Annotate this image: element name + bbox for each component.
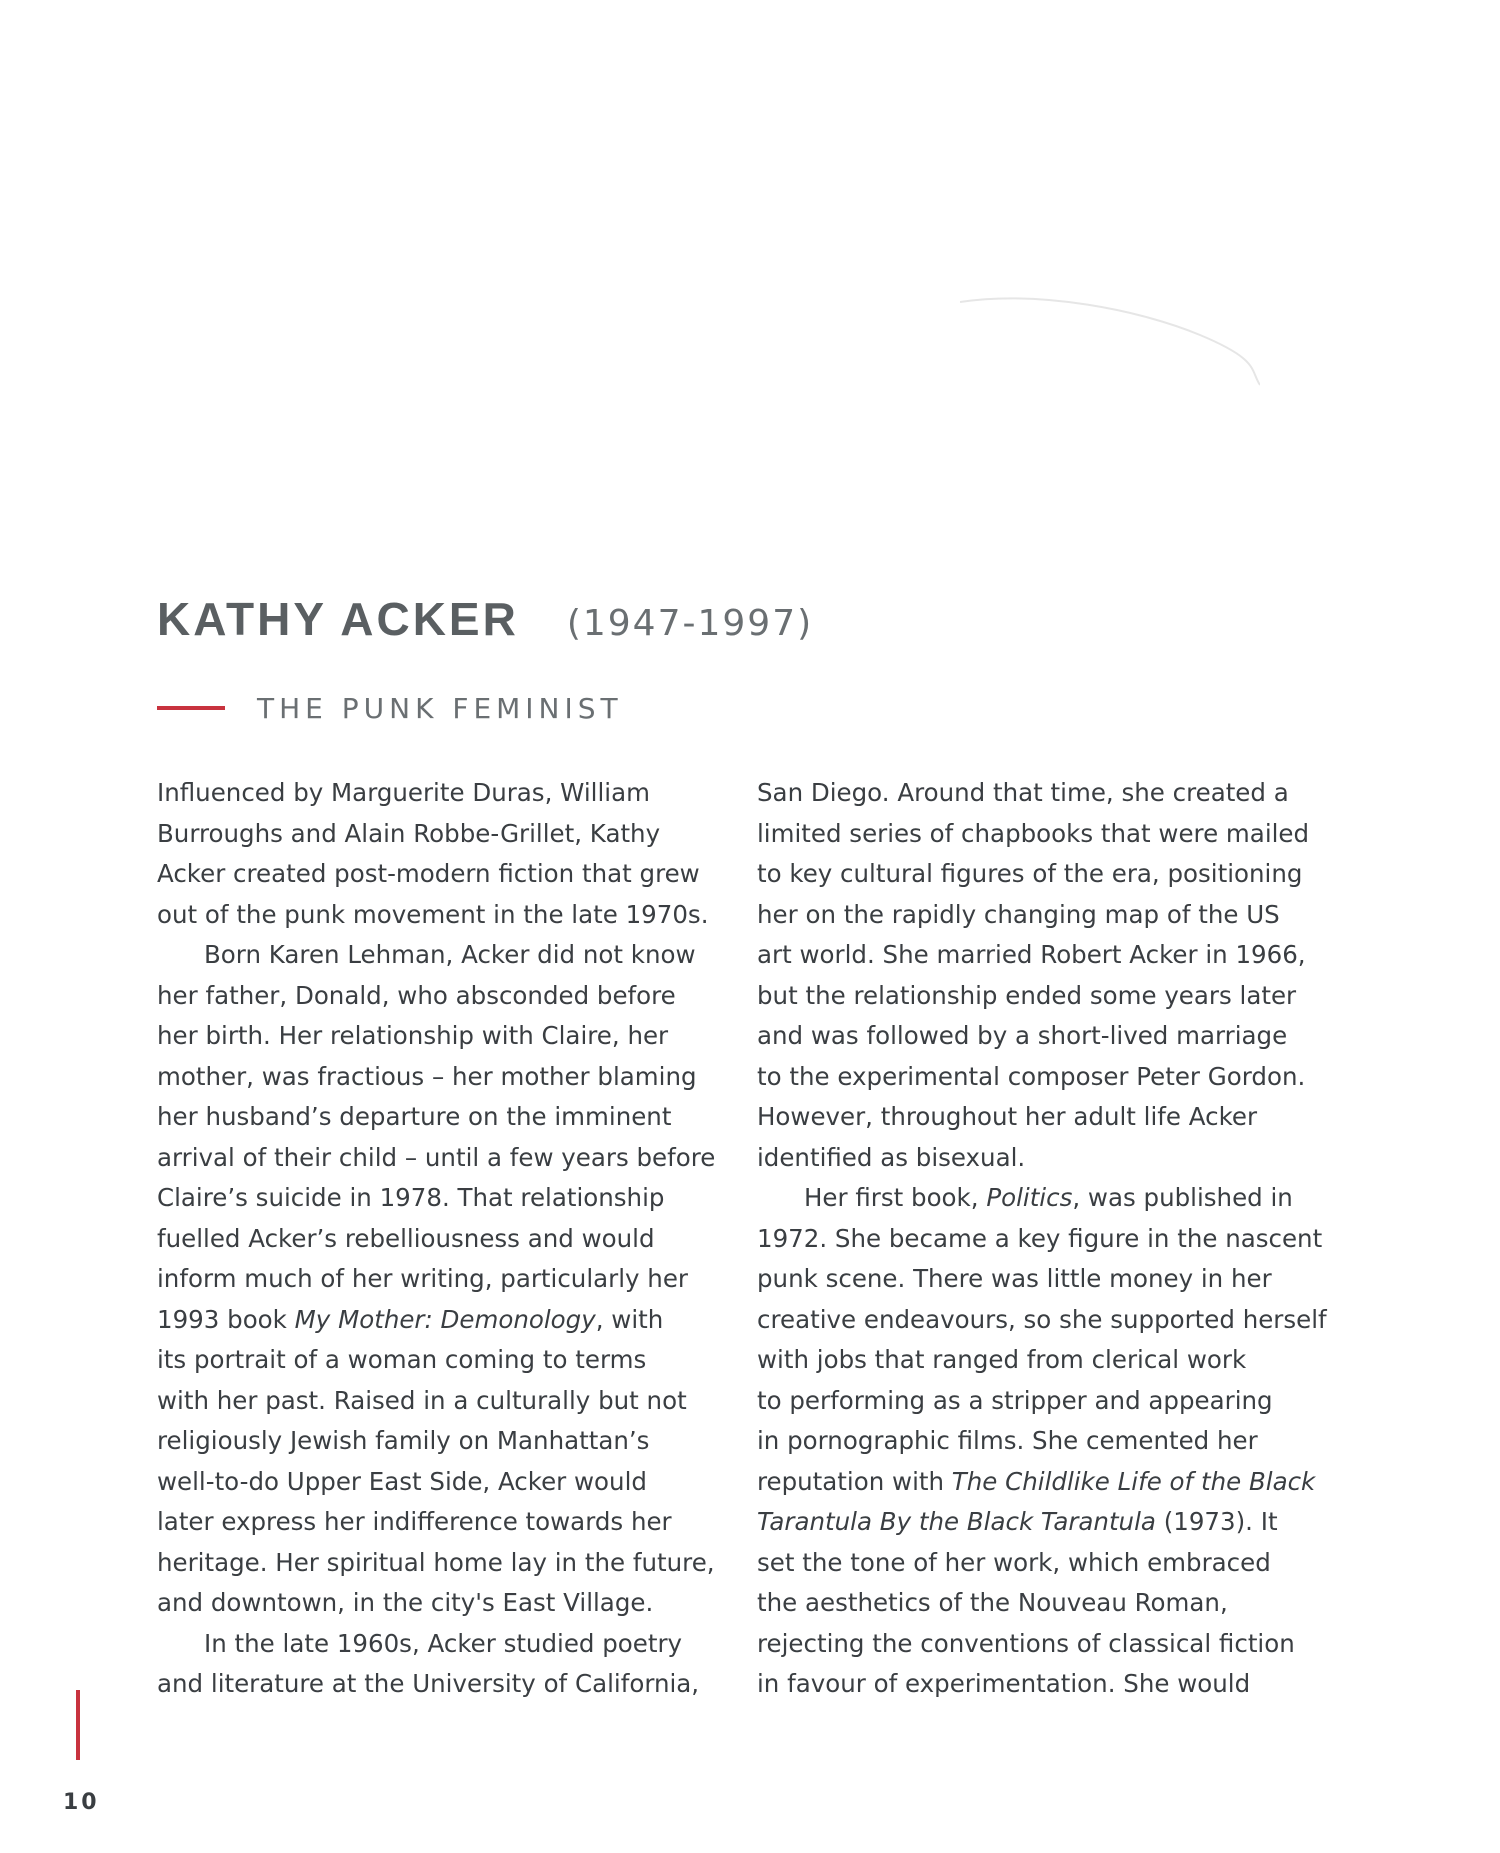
text-line: Acker created post-modern fiction that grew: [157, 859, 700, 888]
text-line: her father, Donald, who absconded before: [157, 980, 676, 1010]
author-dates: (1947-1997): [566, 603, 814, 644]
text-line: to performing as a stripper and appearing: [757, 1385, 1273, 1415]
text-line: Claire’s suicide in 1978. That relationship: [157, 1183, 665, 1212]
text-line: [757, 1502, 1337, 1543]
article-header: [157, 592, 813, 646]
text-line: rejecting the conventions of classical fiction: [757, 1628, 1295, 1658]
subtitle-row: [157, 688, 623, 728]
text-line: Influenced by Marguerite Duras, William: [157, 778, 650, 807]
text-line: punk scene. There was little money in her: [757, 1264, 1272, 1293]
text-fragment: , with: [595, 1304, 664, 1334]
text-line: her on the rapidly changing map of the US: [757, 899, 1280, 929]
text-line: set the tone of her work, which embraced: [757, 1547, 1271, 1577]
text-line: [757, 1462, 1337, 1503]
text-line: out of the punk movement in the late 1970s.: [157, 899, 709, 929]
text-line: in pornographic films. She cemented her: [757, 1426, 1258, 1455]
text-fragment: 1993 book: [157, 1304, 295, 1334]
text-line: to the experimental composer Peter Gordon.: [757, 1061, 1306, 1091]
text-line: San Diego. Around that time, she created a: [757, 778, 1289, 807]
text-line: mother, was fractious – her mother blaming: [157, 1061, 697, 1091]
text-line: her birth. Her relationship with Claire, her: [157, 1021, 669, 1050]
text-line: limited series of chapbooks that were mailed: [757, 818, 1310, 848]
text-line: with her past. Raised in a culturally but not: [157, 1385, 687, 1415]
text-line: but the relationship ended some years later: [757, 980, 1297, 1010]
author-epithet: THE PUNK FEMINIST: [257, 691, 623, 725]
text-line: the aesthetics of the Nouveau Roman,: [757, 1588, 1228, 1617]
text-line: However, throughout her adult life Acker: [757, 1102, 1258, 1131]
text-fragment: reputation with: [757, 1466, 952, 1496]
page-number: 10: [63, 1790, 100, 1815]
book-title-italic: Politics: [986, 1183, 1073, 1212]
text-line: religiously Jewish family on Manhattan’s: [157, 1426, 650, 1455]
text-line: and literature at the University of California,: [157, 1669, 700, 1698]
author-name: KATHY ACKER: [157, 593, 519, 645]
text-line: arrival of their child – until a few years before: [157, 1142, 716, 1172]
text-line: with jobs that ranged from clerical work: [757, 1345, 1247, 1374]
book-title-italic: The Childlike Life of the Black: [951, 1466, 1316, 1496]
text-line: identified as bisexual.: [757, 1142, 1026, 1172]
book-title-italic: Tarantula By the Black Tarantula: [757, 1507, 1156, 1536]
text-column-right: [757, 773, 1337, 1705]
text-line: and downtown, in the city's East Village.: [157, 1588, 654, 1617]
text-line: creative endeavours, so she supported herself: [757, 1304, 1327, 1334]
faint-stroke-decoration: [960, 290, 1260, 430]
text-line: well-to-do Upper East Side, Acker would: [157, 1466, 647, 1496]
text-column-left: [157, 773, 727, 1705]
text-line: her husband’s departure on the imminent: [157, 1102, 672, 1131]
margin-accent-bar: [76, 1690, 80, 1760]
text-line: fuelled Acker’s rebelliousness and would: [157, 1223, 655, 1253]
text-line: heritage. Her spiritual home lay in the future,: [157, 1547, 715, 1577]
accent-rule: [157, 706, 225, 710]
book-title-italic: My Mother: Demonology: [294, 1304, 596, 1334]
text-line: later express her indifference towards her: [157, 1507, 672, 1536]
text-line: [757, 1178, 1337, 1219]
text-line: its portrait of a woman coming to terms: [157, 1345, 647, 1374]
text-line: and was followed by a short-lived marriage: [757, 1021, 1288, 1050]
text-line: to key cultural figures of the era, positioning: [757, 859, 1303, 888]
text-fragment: (1973). It: [1155, 1507, 1278, 1536]
text-line: In the late 1960s, Acker studied poetry: [204, 1628, 683, 1658]
text-fragment: , was published in: [1072, 1183, 1293, 1212]
text-line: Burroughs and Alain Robbe-Grillet, Kathy: [157, 818, 661, 848]
text-line: Born Karen Lehman, Acker did not know: [204, 940, 696, 969]
text-line: art world. She married Robert Acker in 1966,: [757, 940, 1306, 969]
text-line: inform much of her writing, particularly her: [157, 1264, 688, 1293]
text-fragment: Her first book,: [804, 1183, 987, 1212]
text-line: [157, 1300, 727, 1341]
text-line: 1972. She became a key figure in the nascent: [757, 1223, 1323, 1253]
text-line: in favour of experimentation. She would: [757, 1669, 1251, 1698]
